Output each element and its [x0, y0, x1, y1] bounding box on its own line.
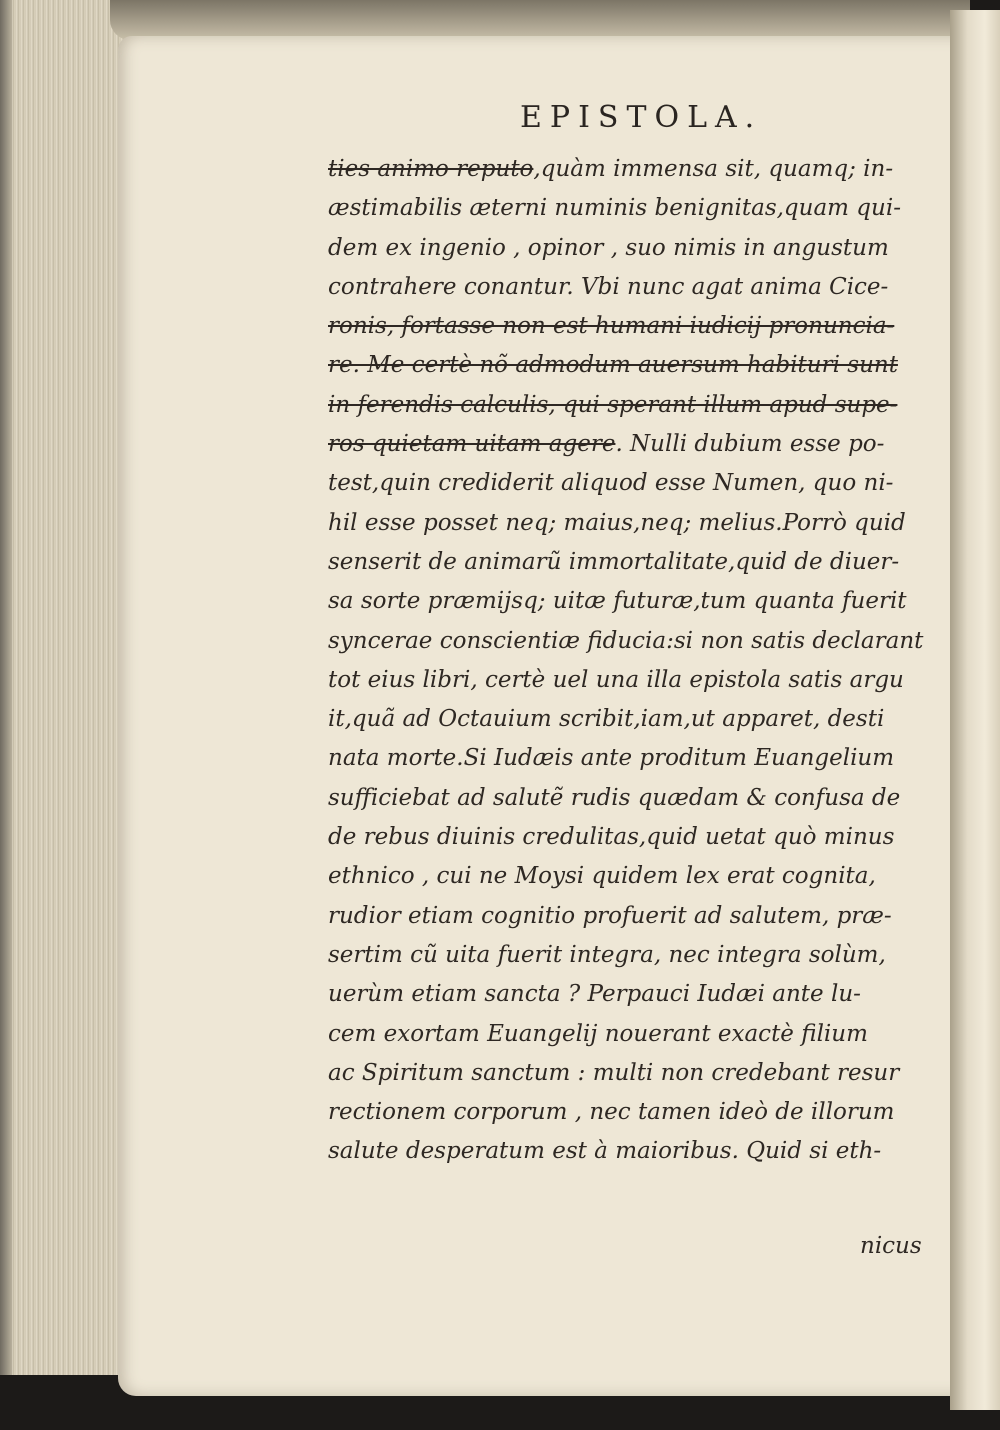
line-text: . Nulli dubium esse po-	[615, 431, 885, 458]
text-line	[328, 504, 928, 543]
line-text: cem exortam Euangelij nouerant exactè filium	[328, 1020, 868, 1047]
facing-page-gutter	[950, 10, 1000, 1410]
text-line	[328, 1132, 928, 1171]
line-text: de rebus diuinis credulitas,quid uetat quò minus	[328, 824, 895, 851]
text-line	[328, 543, 928, 582]
text-line	[328, 1015, 928, 1054]
page-text	[328, 150, 928, 1172]
line-text: test,quin crediderit aliquod esse Numen, quo ni-	[328, 470, 894, 497]
text-line	[328, 464, 928, 503]
struck-text: in ferendis calculis, qui sperant illum apud supe-	[328, 391, 898, 418]
struck-text: ros quietam uitam agere	[328, 431, 616, 458]
text-line	[328, 897, 928, 936]
line-text: senserit de animarũ immortalitate,quid de diuer-	[328, 548, 900, 575]
text-line	[328, 386, 928, 425]
text-line	[328, 425, 928, 464]
page-stack-shadow	[0, 0, 12, 1375]
line-text: nata morte.Si Iudæis ante proditum Euangelium	[328, 745, 895, 772]
text-line	[328, 700, 928, 739]
line-text: ethnico , cui ne Moysi quidem lex erat cognita,	[328, 863, 876, 890]
line-text: æstimabilis æterni numinis benignitas,quam qui-	[328, 195, 901, 222]
line-text: tot eius libri, certè uel una illa epistola satis argu	[328, 666, 904, 693]
line-text: syncerae conscientiæ fiducia:si non satis declarant	[328, 627, 924, 654]
text-line	[328, 857, 928, 896]
text-line	[328, 739, 928, 778]
text-line	[328, 268, 928, 307]
text-line	[328, 582, 928, 621]
text-line	[328, 189, 928, 228]
text-line	[328, 1093, 928, 1132]
text-line	[328, 779, 928, 818]
struck-text: re. Me certè nõ admodum auersum habituri sunt	[328, 352, 898, 379]
line-text: rectionem corporum , nec tamen ideò de illorum	[328, 1099, 895, 1126]
text-line	[328, 346, 928, 385]
text-line	[328, 818, 928, 857]
line-text: uerùm etiam sancta ? Perpauci Iudæi ante lu-	[328, 981, 861, 1008]
text-line	[328, 150, 928, 189]
catchword: nicus	[860, 1233, 922, 1259]
line-text: ,quàm immensa sit, quamq; in-	[533, 156, 894, 182]
struck-text: ronis, fortasse non est humani iudicij pronuncia-	[328, 313, 895, 340]
text-line	[328, 936, 928, 975]
line-text: hil esse posset neq; maius,neq; melius.Porrò quid	[328, 509, 906, 536]
text-line	[328, 1054, 928, 1093]
struck-text: ties animo reputo	[328, 156, 534, 182]
line-text: salute desperatum est à maioribus. Quid si eth-	[328, 1138, 882, 1165]
text-line	[328, 622, 928, 661]
line-text: sertim cũ uita fuerit integra, nec integra solùm,	[328, 941, 886, 968]
top-edge	[110, 0, 970, 40]
line-text: rudior etiam cognitio profuerit ad salutem, præ-	[328, 902, 892, 929]
line-text: contrahere conantur. Vbi nunc agat anima Cice-	[328, 273, 889, 300]
text-line	[328, 229, 928, 268]
running-header: EPISTOLA.	[520, 100, 763, 135]
line-text: dem ex ingenio , opinor , suo nimis in angustum	[328, 234, 889, 261]
line-text: it,quã ad Octauium scribit,iam,ut apparet, desti	[328, 706, 885, 733]
text-line	[328, 661, 928, 700]
line-text: ac Spiritum sanctum : multi non credebant resur	[328, 1059, 900, 1086]
text-line	[328, 307, 928, 346]
text-line	[328, 975, 928, 1014]
line-text: sa sorte præmijsq; uitæ futuræ,tum quanta fuerit	[328, 588, 907, 615]
line-text: sufficiebat ad salutẽ rudis quædam & confusa de	[328, 784, 901, 811]
